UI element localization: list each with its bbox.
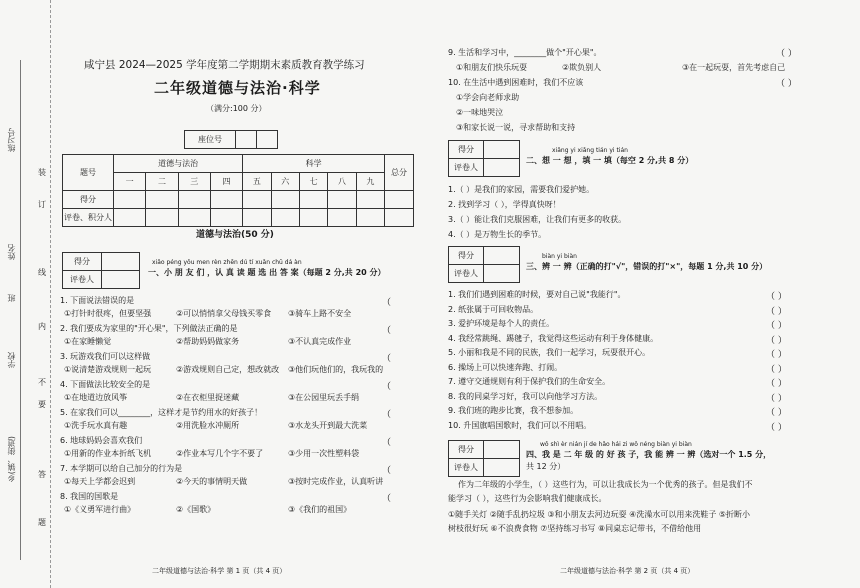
binding-small: 内 [38, 322, 46, 331]
grader-cell[interactable] [484, 159, 520, 177]
judge-item: 8. 我的同桌学习好，我可以向他学习方法。 [448, 391, 603, 401]
score-col: 一 [114, 173, 146, 191]
option: ①洗手玩水真有趣 [64, 421, 128, 430]
sec4-options: 树枝很好玩 ⑥不浪费食物 ⑦坚持练习书写 ⑧同桌忘记带书，不借给他用 [448, 524, 702, 533]
question-4: 4. 下面做法比较安全的是 [60, 380, 151, 389]
binding-small: 要 [38, 400, 46, 409]
grader-label: 得分 [449, 247, 484, 265]
option: ①学会向老师求助 [456, 93, 520, 102]
sec4-heading-cont: 共 12 分） [526, 462, 566, 471]
answer-paren[interactable]: （ ） [766, 335, 787, 346]
score-group-morality: 道德与法治 [114, 155, 243, 173]
grader-box [448, 246, 520, 283]
grader-label: 得分 [449, 141, 484, 159]
answer-paren[interactable]: （ ） [766, 422, 787, 433]
judge-item: 7. 遵守交通规则有利于保护我们的生命安全。 [448, 377, 611, 386]
option: ③《我们的祖国》 [288, 505, 352, 514]
answer-paren[interactable]: （ ） [766, 408, 787, 418]
score-col: 六 [271, 173, 299, 191]
question-1: 1. 下面说法错误的是 [60, 296, 135, 305]
score-col: 五 [243, 173, 271, 191]
score-row-label: 评卷、积分人 [63, 209, 114, 227]
score-col: 二 [146, 173, 178, 191]
grader-label: 评卷人 [449, 159, 484, 177]
sec4-text: 能学习（ ），这些行为会影响我们健康成长。 [448, 494, 607, 503]
binding-small: 题 [38, 518, 46, 527]
grader-cell[interactable] [484, 441, 520, 459]
answer-paren[interactable]: （ [382, 494, 392, 504]
binding-label: 姓名 [7, 244, 16, 260]
page-1 [56, 0, 416, 588]
answer-paren[interactable]: （ ） [766, 393, 787, 404]
score-group-science: 科学 [243, 155, 385, 173]
grader-label: 得分 [63, 253, 102, 271]
judge-item: 10. 升国旗唱国歌时，我们可以不用唱。 [448, 420, 592, 430]
grader-cell[interactable] [484, 459, 520, 477]
grader-cell[interactable] [102, 271, 140, 289]
answer-paren[interactable]: （ [382, 298, 392, 308]
option: ②游戏规则自己定，想改就改 [176, 365, 280, 374]
option: ①在家睡懒觉 [64, 337, 112, 346]
sec2-heading: 二、想 一 想 ，填 一 填（每空 2 分,共 8 分） [526, 156, 694, 165]
answer-paren[interactable]: （ ） [766, 292, 787, 302]
binding-small: 不 [38, 378, 46, 387]
score-cell[interactable] [210, 191, 242, 209]
option: ②一味地哭泣 [456, 108, 504, 117]
option: ②《国歌》 [176, 505, 216, 514]
grader-cell[interactable] [484, 141, 520, 159]
option: ①和朋友们快乐玩耍 [456, 63, 528, 72]
binding-strip [0, 0, 51, 588]
grader-box [448, 440, 520, 477]
score-cell[interactable] [146, 191, 178, 209]
option: ③和家长说一说，寻求帮助和支持 [456, 123, 576, 132]
binding-label: 学校 [7, 352, 16, 368]
answer-paren[interactable]: （ [382, 438, 392, 448]
answer-paren[interactable]: （ [382, 466, 392, 476]
option: ③在一起玩耍，首先考虑自己 [682, 63, 786, 72]
fill-item: 1.（ ）是我们的家园，需要我们爱护她。 [448, 185, 595, 194]
judge-item: 1. 我们们遇到困难的时候，要对自己说"我能行"。 [448, 290, 626, 299]
option: ①在地道边放风筝 [64, 393, 128, 402]
score-cell[interactable] [114, 191, 146, 209]
option: ③骑车上路不安全 [288, 309, 352, 318]
score-cell[interactable] [243, 209, 271, 227]
q1-heading: 一、小 朋 友 们 ，认 真 读 题 选 出 答 案（每题 2 分,共 20 分） [148, 268, 386, 277]
question-5: 5. 在家我们可以________，这样才是节约用水的好孩子！ [60, 408, 263, 417]
q1-pinyin: xiǎo péng yǒu men rèn zhēn dú tí xuǎn chū dá àn [152, 259, 302, 266]
binding-line [20, 60, 21, 560]
score-cell[interactable] [178, 191, 210, 209]
seat-number-box [184, 130, 278, 149]
grader-box [448, 140, 520, 177]
score-table [62, 154, 414, 227]
grader-label: 得分 [449, 441, 484, 459]
sec2-pinyin: xiǎng yi xiǎng tián yi tián [552, 147, 628, 154]
answer-paren[interactable]: （ [382, 354, 392, 364]
score-cell[interactable] [299, 209, 327, 227]
page-2 [448, 0, 838, 588]
option: ③按时完成作业，认真听讲 [288, 477, 384, 486]
option: ②作业本写几个字不要了 [176, 449, 264, 458]
option: ①每天上学都会迟到 [64, 477, 136, 486]
score-cell[interactable] [146, 209, 178, 227]
judge-item: 3. 爱护环境是每个人的责任。 [448, 319, 555, 328]
answer-paren[interactable]: （ ） [766, 350, 787, 360]
answer-paren[interactable]: （ ） [776, 79, 797, 89]
option: ③水龙头开到最大洗菜 [288, 421, 368, 430]
judge-item: 9. 我们班的跑步比赛，我不想参加。 [448, 406, 579, 415]
question-2: 2. 我们要成为家里的"开心果"，下列做法正确的是 [60, 324, 238, 333]
grader-box [62, 252, 140, 289]
sec4-pinyin: wǒ shì èr nián jí de hǎo hái zi wǒ néng biàn yi biàn [540, 441, 692, 448]
section-title: 道德与法治(50 分) [196, 230, 274, 240]
score-col: 九 [356, 173, 384, 191]
binding-label: 练习号 [7, 128, 16, 152]
question-7: 7. 本学期可以给自己加分的行为是 [60, 464, 183, 473]
score-cell[interactable] [328, 191, 356, 209]
fill-item: 4.（ ）是万物生长的季节。 [448, 230, 547, 239]
grader-cell[interactable] [484, 265, 520, 283]
option: ②帮助妈妈做家务 [176, 337, 240, 346]
seat-cell[interactable] [236, 131, 257, 149]
score-col: 四 [210, 173, 242, 191]
sec4-text: 作为二年级的小学生，（ ）这些行为，可以让我成长为一个优秀的孩子。但是我们不 [458, 480, 753, 489]
exam-title: 咸宁县 2024—2025 学年度第二学期期末素质教育教学练习 [84, 59, 365, 71]
fill-item: 2. 找到学习（ ），学得真快呀！ [448, 200, 561, 209]
grader-label: 评卷人 [63, 271, 102, 289]
seat-label: 座位号 [185, 131, 236, 149]
binding-small: 装 [38, 168, 46, 177]
sec3-heading: 三、辨 一 辨（正确的打"√"，错误的打"×"，每题 1 分,共 10 分） [526, 262, 768, 271]
answer-paren[interactable]: （ ） [766, 379, 787, 389]
exam-subject-title: 二年级道德与法治·科学 [154, 79, 321, 97]
option: ③少用一次性塑料袋 [288, 449, 360, 458]
score-cell[interactable] [328, 209, 356, 227]
option: ③不认真完成作业 [288, 337, 352, 346]
judge-item: 5. 小丽和我是不同的民族，我们一起学习，玩耍很开心。 [448, 348, 651, 357]
question-10: 10. 在生活中遇到困难时，我们不应该 [448, 78, 584, 87]
question-8: 8. 我国的国歌是 [60, 492, 119, 501]
sec3-pinyin: biàn yi biàn [542, 253, 577, 260]
question-3: 3. 玩游戏我们可以这样做 [60, 352, 151, 361]
score-cell[interactable] [385, 191, 414, 209]
answer-paren[interactable]: （ ） [766, 321, 787, 331]
answer-paren[interactable]: （ [382, 410, 392, 420]
binding-small: 订 [38, 200, 46, 209]
score-cell[interactable] [299, 191, 327, 209]
answer-paren[interactable]: （ ） [766, 306, 787, 317]
score-cell[interactable] [114, 209, 146, 227]
score-cell[interactable] [210, 209, 242, 227]
score-cell[interactable] [385, 209, 414, 227]
option: ①说清楚游戏规则一起玩 [64, 365, 152, 374]
option: ②可以悄悄拿父母钱买零食 [176, 309, 272, 318]
grader-cell[interactable] [102, 253, 140, 271]
sec4-options: ①随手关灯 ②随手乱扔垃圾 ③和小朋友去河边玩耍 ④洗澡水可以用来洗鞋子 ⑤折断小 [448, 510, 751, 519]
binding-small: 线 [38, 268, 46, 277]
judge-item: 6. 操场上可以快速奔跑、打闹。 [448, 362, 563, 372]
score-table-header: 题号 [63, 155, 114, 191]
score-total-header: 总分 [385, 155, 414, 191]
answer-paren[interactable]: （ [382, 382, 392, 392]
score-cell[interactable] [243, 191, 271, 209]
grader-label: 评卷人 [449, 265, 484, 283]
grader-label: 评卷人 [449, 459, 484, 477]
option: ①用新的作业本折纸飞机 [64, 449, 152, 458]
sec4-heading: 四、我 是 二 年 级 的 好 孩 子，我 能 辨 一 辨（选对一个 1.5 分， [526, 450, 772, 459]
question-9: 9. 生活和学习中，________做个"开心果"。 [448, 48, 602, 57]
score-cell[interactable] [356, 191, 384, 209]
score-col: 八 [328, 173, 356, 191]
answer-paren[interactable]: （ ） [766, 364, 787, 375]
score-cell[interactable] [178, 209, 210, 227]
option: ①打针时很疼，但要坚强 [64, 309, 152, 318]
answer-paren[interactable]: （ [382, 326, 392, 336]
option: ③在公园里玩丢手绢 [288, 393, 360, 402]
judge-item: 4. 我经常跳绳、踢毽子，我觉得这些运动有利于身体健康。 [448, 333, 659, 343]
page-footer: 二年级道德与法治·科学 第 1 页（共 4 页） [152, 567, 287, 575]
option: ③他们玩他们的，我玩我的 [288, 365, 384, 374]
score-cell[interactable] [356, 209, 384, 227]
option: ②在衣柜里捉迷藏 [176, 393, 240, 402]
binding-small: 答 [38, 470, 46, 479]
seat-cell[interactable] [257, 131, 278, 149]
option: ②今天的事情明天做 [176, 477, 248, 486]
question-6: 6. 地球妈妈会喜欢我们 [60, 436, 143, 445]
judge-item: 2. 纸张属于可回收物品。 [448, 304, 539, 314]
score-cell[interactable] [271, 209, 299, 227]
score-row-label: 得分 [63, 191, 114, 209]
score-col: 三 [178, 173, 210, 191]
score-cell[interactable] [271, 191, 299, 209]
binding-label: 乡(镇、街道) [7, 436, 16, 483]
page-footer: 二年级道德与法治·科学 第 2 页（共 4 页） [560, 567, 695, 575]
score-col: 七 [299, 173, 327, 191]
option: ①《义勇军进行曲》 [64, 505, 136, 514]
option: ②用洗脸水冲厕所 [176, 421, 240, 430]
fill-item: 3.（ ）能让我们克服困难，让我们有更多的收获。 [448, 215, 627, 224]
binding-label: 班 [7, 294, 16, 302]
full-score: （满分:100 分） [206, 104, 267, 113]
answer-paren[interactable]: （ ） [776, 49, 797, 59]
grader-cell[interactable] [484, 247, 520, 265]
option: ②欺负别人 [562, 63, 602, 72]
